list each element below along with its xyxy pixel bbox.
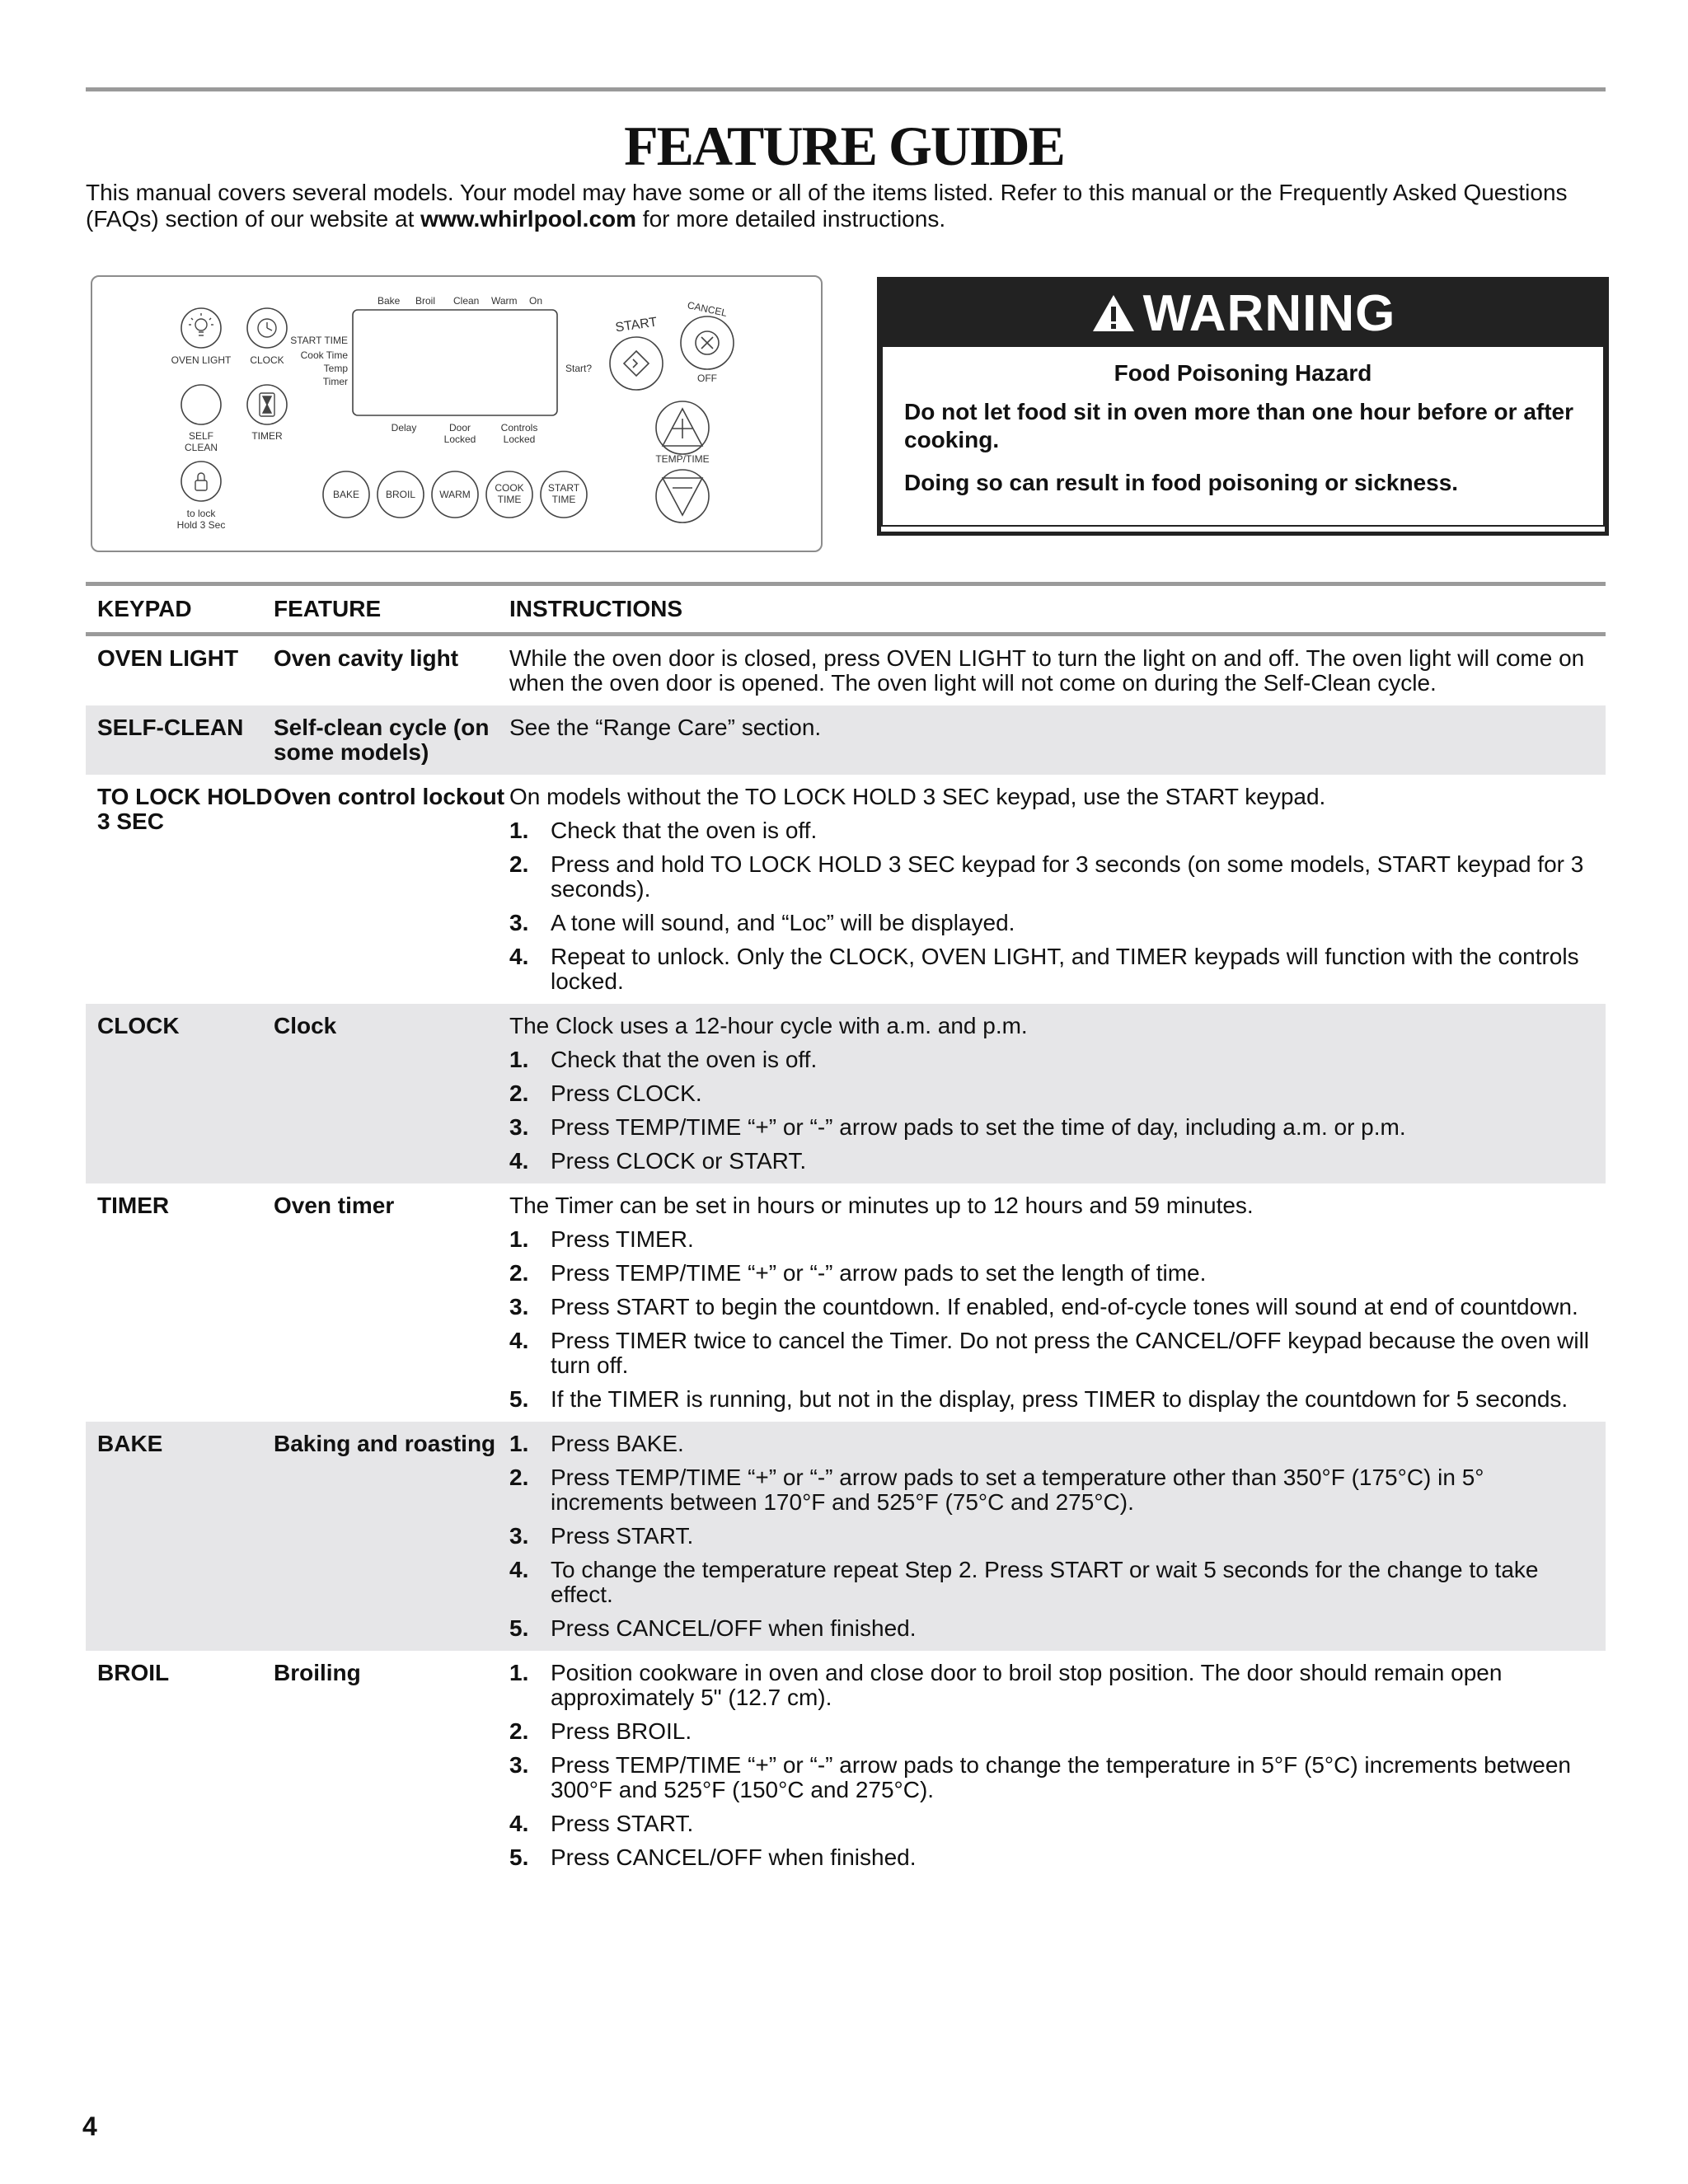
header-keypad: KEYPAD bbox=[97, 596, 192, 621]
instruction-step bbox=[509, 1753, 1597, 1802]
self-clean-label-2: CLEAN bbox=[184, 442, 218, 453]
step-text: Press TIMER twice to cancel the Timer. Do not press the CANCEL/OFF keypad because the oven will turn off. bbox=[551, 1328, 1590, 1378]
instruction-step bbox=[509, 1465, 1597, 1515]
hazard-title: Food Poisoning Hazard bbox=[1114, 360, 1372, 386]
minus-triangle-icon bbox=[663, 478, 702, 515]
warning-line-1: Do not let food sit in oven more than one hour before or after cooking. bbox=[904, 399, 1574, 452]
header-feature: FEATURE bbox=[274, 596, 382, 621]
feature-cell: Baking and roasting bbox=[274, 1431, 496, 1456]
feature-cell: Oven timer bbox=[274, 1193, 395, 1218]
instructions-cell bbox=[509, 1014, 1606, 1174]
table-row bbox=[86, 1004, 1606, 1183]
step-text: Position cookware in oven and close door to broil stop position. The door should remain open approximately 5" (12.7 cm). bbox=[551, 1660, 1503, 1710]
oven-light-label: OVEN LIGHT bbox=[171, 354, 232, 366]
instruction-step bbox=[509, 818, 1597, 843]
keypad-cell: SELF-CLEAN bbox=[97, 715, 244, 740]
instructions-cell bbox=[509, 1661, 1606, 1870]
step-text: Press CLOCK or START. bbox=[551, 1148, 807, 1174]
step-text: Check that the oven is off. bbox=[551, 1047, 818, 1072]
warning-heading: WARNING bbox=[1142, 284, 1396, 342]
warning-triangle-icon bbox=[1090, 293, 1137, 334]
step-text: Press CLOCK. bbox=[551, 1080, 702, 1106]
feature-table bbox=[86, 582, 1606, 1880]
step-text: Press CANCEL/OFF when finished. bbox=[551, 1615, 917, 1641]
self-clean-button bbox=[181, 385, 221, 424]
table-header bbox=[86, 586, 1606, 636]
warning-line-2: Doing so can result in food poisoning or sickness. bbox=[904, 470, 1459, 495]
step-number: 4. bbox=[509, 1811, 529, 1836]
lock-button bbox=[181, 462, 221, 501]
feature-cell: Self-clean cycle (on some models) bbox=[274, 715, 490, 765]
display-window bbox=[353, 310, 557, 415]
instructions-cell bbox=[509, 715, 1606, 765]
keypad-cell: BROIL bbox=[97, 1660, 170, 1685]
bake-label: BAKE bbox=[332, 489, 360, 500]
lock-icon bbox=[195, 473, 207, 490]
instruction-step bbox=[509, 1524, 1597, 1549]
step-text: Press TEMP/TIME “+” or “-” arrow pads to set the time of day, including a.m. or p.m. bbox=[551, 1114, 1406, 1140]
display-broil: Broil bbox=[415, 295, 436, 307]
instruction-step bbox=[509, 1661, 1597, 1710]
step-text: Press START. bbox=[551, 1811, 694, 1836]
step-number: 1. bbox=[509, 1047, 529, 1072]
table-row bbox=[86, 636, 1606, 705]
step-text: A tone will sound, and “Loc” will be displayed. bbox=[551, 910, 1015, 935]
step-number: 4. bbox=[509, 1328, 529, 1353]
control-panel-diagram bbox=[91, 275, 823, 552]
display-controls-locked: Controls Locked bbox=[500, 422, 538, 445]
cook-time-label-2: TIME bbox=[497, 494, 522, 505]
temp-time-label: TEMP/TIME bbox=[655, 453, 710, 465]
step-text: Press BAKE. bbox=[551, 1431, 684, 1456]
hourglass-icon bbox=[260, 393, 274, 416]
start-diamond-icon bbox=[624, 351, 649, 376]
instructions-cell bbox=[509, 785, 1606, 994]
display-start-time: START TIME bbox=[290, 335, 348, 346]
display-timer: Timer bbox=[322, 376, 348, 387]
instruction-steps bbox=[509, 1047, 1597, 1174]
broil-label: BROIL bbox=[385, 489, 416, 500]
display-door-locked: Door Locked bbox=[443, 422, 476, 445]
intro-paragraph bbox=[86, 180, 1606, 232]
lightbulb-icon bbox=[189, 313, 213, 335]
display-clean: Clean bbox=[453, 295, 480, 307]
step-number: 3. bbox=[509, 910, 529, 935]
table-row bbox=[86, 1183, 1606, 1422]
self-clean-label-1: SELF bbox=[188, 430, 214, 442]
display-cook-time: Cook Time bbox=[300, 349, 348, 361]
instruction-step bbox=[509, 1081, 1597, 1106]
instruction-intro: While the oven door is closed, press OVEN LIGHT to turn the light on and off. The oven light will come on when the oven door is opened. The oven light will not come on during the Self-Clean cycle. bbox=[509, 645, 1585, 696]
keypad-cell: TO LOCK HOLD 3 SEC bbox=[97, 784, 273, 834]
step-number: 1. bbox=[509, 1431, 529, 1456]
step-number: 4. bbox=[509, 1148, 529, 1174]
step-text: Press TIMER. bbox=[551, 1226, 694, 1252]
feature-cell: Oven cavity light bbox=[274, 645, 459, 671]
instruction-steps bbox=[509, 1227, 1597, 1412]
intro-text-after: for more detailed instructions. bbox=[636, 206, 946, 232]
step-number: 3. bbox=[509, 1114, 529, 1140]
step-number: 4. bbox=[509, 1557, 529, 1582]
step-number: 5. bbox=[509, 1844, 529, 1870]
instruction-step bbox=[509, 1329, 1597, 1378]
step-number: 3. bbox=[509, 1752, 529, 1778]
warning-body bbox=[881, 345, 1605, 527]
keypad-cell: OVEN LIGHT bbox=[97, 645, 239, 671]
feature-cell: Oven control lockout bbox=[274, 784, 505, 809]
cancel-x-icon bbox=[696, 331, 719, 354]
plus-triangle-icon bbox=[663, 409, 702, 446]
header-instructions: INSTRUCTIONS bbox=[509, 596, 682, 621]
instruction-step bbox=[509, 1558, 1597, 1607]
step-text: Press START. bbox=[551, 1523, 694, 1549]
instructions-cell bbox=[509, 1432, 1606, 1641]
start-time-label-2: TIME bbox=[551, 494, 576, 505]
step-number: 1. bbox=[509, 1226, 529, 1252]
start-label: START bbox=[614, 315, 659, 335]
table-body bbox=[86, 636, 1606, 1880]
display-warm: Warm bbox=[491, 295, 518, 307]
step-text: If the TIMER is running, but not in the display, press TIMER to display the countdown for 5 seconds. bbox=[551, 1386, 1568, 1412]
instruction-step bbox=[509, 1261, 1597, 1286]
step-text: Press TEMP/TIME “+” or “-” arrow pads to set the length of time. bbox=[551, 1260, 1207, 1286]
warning-header bbox=[881, 281, 1605, 345]
step-number: 2. bbox=[509, 1718, 529, 1744]
step-text: Press TEMP/TIME “+” or “-” arrow pads to set a temperature other than 350°F (175°C) in 5° increments between 170°F and 525°F (75°C and 275°C). bbox=[551, 1465, 1484, 1515]
instruction-intro: The Clock uses a 12-hour cycle with a.m. and p.m. bbox=[509, 1013, 1028, 1038]
step-text: Press and hold TO LOCK HOLD 3 SEC keypad for 3 seconds (on some models, START keypad for 3 seconds). bbox=[551, 851, 1584, 902]
keypad-cell: CLOCK bbox=[97, 1013, 180, 1038]
step-number: 5. bbox=[509, 1615, 529, 1641]
off-label: OFF bbox=[697, 373, 717, 384]
instruction-step bbox=[509, 1295, 1597, 1319]
instruction-step bbox=[509, 1149, 1597, 1174]
instruction-steps bbox=[509, 818, 1597, 994]
step-number: 3. bbox=[509, 1294, 529, 1319]
step-text: To change the temperature repeat Step 2. Press START or wait 5 seconds for the change to take effect. bbox=[551, 1557, 1539, 1607]
instruction-intro: See the “Range Care” section. bbox=[509, 715, 822, 740]
lock-label-1: to lock bbox=[186, 508, 216, 519]
clock-icon bbox=[258, 319, 276, 337]
instructions-cell bbox=[509, 1193, 1606, 1412]
warning-box bbox=[877, 277, 1609, 536]
step-text: Press TEMP/TIME “+” or “-” arrow pads to change the temperature in 5°F (5°C) increments between 300°F and 525°F (150°C and 275°C). bbox=[551, 1752, 1572, 1802]
start-prompt: Start? bbox=[565, 363, 593, 374]
cook-time-label-1: COOK bbox=[495, 482, 524, 494]
step-text: Press BROIL. bbox=[551, 1718, 692, 1744]
step-number: 2. bbox=[509, 1080, 529, 1106]
cancel-label: CANCEL bbox=[686, 299, 729, 319]
instruction-intro: The Timer can be set in hours or minutes up to 12 hours and 59 minutes. bbox=[509, 1193, 1254, 1218]
step-number: 5. bbox=[509, 1386, 529, 1412]
warm-label: WARM bbox=[439, 489, 471, 500]
step-text: Repeat to unlock. Only the CLOCK, OVEN LIGHT, and TIMER keypads will function with the controls locked. bbox=[551, 944, 1579, 994]
clock-label: CLOCK bbox=[250, 354, 284, 366]
instruction-steps bbox=[509, 1661, 1597, 1870]
instruction-step bbox=[509, 1719, 1597, 1744]
step-text: Press START to begin the countdown. If enabled, end-of-cycle tones will sound at end of countdown. bbox=[551, 1294, 1578, 1319]
table-row bbox=[86, 775, 1606, 1004]
instruction-step bbox=[509, 1387, 1597, 1412]
table-row bbox=[86, 1422, 1606, 1651]
website-link[interactable]: www.whirlpool.com bbox=[420, 206, 637, 232]
instruction-steps bbox=[509, 1432, 1597, 1641]
feature-cell: Broiling bbox=[274, 1660, 361, 1685]
timer-label: TIMER bbox=[251, 430, 283, 442]
instructions-cell bbox=[509, 646, 1606, 696]
step-number: 2. bbox=[509, 1260, 529, 1286]
step-number: 3. bbox=[509, 1523, 529, 1549]
display-on: On bbox=[529, 295, 543, 307]
step-number: 1. bbox=[509, 1660, 529, 1685]
instruction-step bbox=[509, 1227, 1597, 1252]
feature-cell: Clock bbox=[274, 1013, 337, 1038]
intro-text-before: This manual covers several models. Your model may have some or all of the items listed. Refer to this manual or the Frequently Asked Questions (FAQs) section of our website at bbox=[86, 180, 1568, 232]
step-number: 2. bbox=[509, 1465, 529, 1490]
instruction-step bbox=[509, 944, 1597, 994]
display-bake: Bake bbox=[377, 295, 401, 307]
table-row bbox=[86, 705, 1606, 775]
instruction-step bbox=[509, 1616, 1597, 1641]
instruction-step bbox=[509, 1845, 1597, 1870]
page-number: 4 bbox=[82, 2111, 97, 2141]
top-rule bbox=[86, 87, 1606, 91]
instruction-step bbox=[509, 1047, 1597, 1072]
instruction-step bbox=[509, 1432, 1597, 1456]
display-delay: Delay bbox=[391, 422, 417, 434]
instruction-step bbox=[509, 1115, 1597, 1140]
instruction-intro: On models without the TO LOCK HOLD 3 SEC keypad, use the START keypad. bbox=[509, 784, 1326, 809]
instruction-step bbox=[509, 1811, 1597, 1836]
instruction-step bbox=[509, 911, 1597, 935]
step-text: Press CANCEL/OFF when finished. bbox=[551, 1844, 917, 1870]
display-temp: Temp bbox=[323, 363, 348, 374]
step-text: Check that the oven is off. bbox=[551, 818, 818, 843]
step-number: 2. bbox=[509, 851, 529, 877]
page-title: FEATURE GUIDE bbox=[624, 115, 1064, 177]
step-number: 4. bbox=[509, 944, 529, 969]
keypad-cell: TIMER bbox=[97, 1193, 170, 1218]
step-number: 1. bbox=[509, 818, 529, 843]
instruction-step bbox=[509, 852, 1597, 902]
start-time-label-1: START bbox=[547, 482, 580, 494]
table-row bbox=[86, 1651, 1606, 1880]
lock-label-2: Hold 3 Sec bbox=[176, 519, 226, 531]
keypad-cell: BAKE bbox=[97, 1431, 163, 1456]
